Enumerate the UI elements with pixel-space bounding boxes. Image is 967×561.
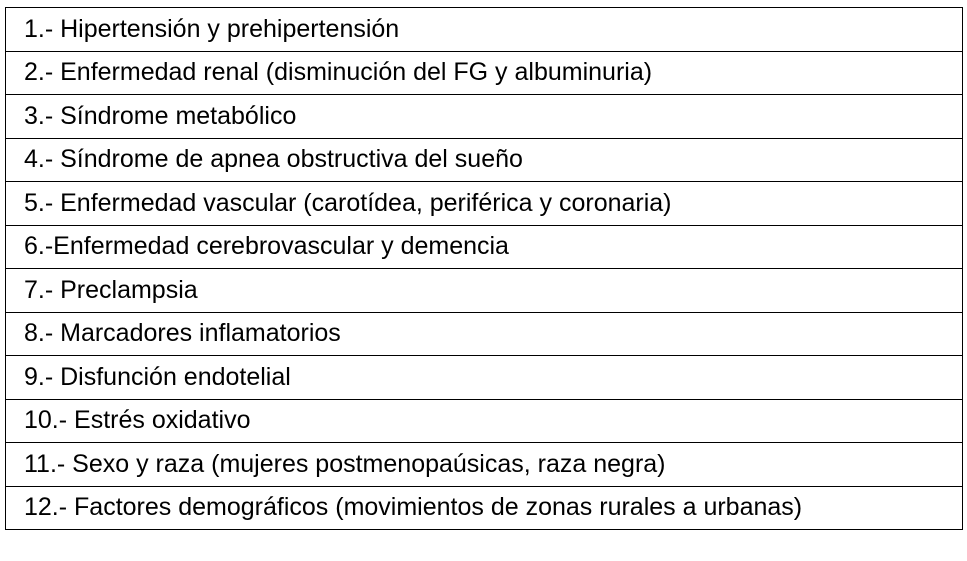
- table-row: [6, 8, 963, 52]
- table-cell: 1.- Hipertensión y prehipertensión: [6, 8, 963, 52]
- table-cell: 4.- Síndrome de apnea obstructiva del sueño: [6, 138, 963, 182]
- table-row: [6, 182, 963, 226]
- table-row: [6, 225, 963, 269]
- table-cell: 5.- Enfermedad vascular (carotídea, periférica y coronaria): [6, 182, 963, 226]
- table-row: [6, 356, 963, 400]
- table-cell: 10.- Estrés oxidativo: [6, 399, 963, 443]
- table-row: [6, 312, 963, 356]
- table-cell: 2.- Enfermedad renal (disminución del FG y albuminuria): [6, 51, 963, 95]
- table-row: [6, 443, 963, 487]
- table-cell: 3.- Síndrome metabólico: [6, 95, 963, 139]
- table-row: [6, 399, 963, 443]
- table-row: [6, 486, 963, 530]
- table-cell: 9.- Disfunción endotelial: [6, 356, 963, 400]
- table-cell: 12.- Factores demográficos (movimientos de zonas rurales a urbanas): [6, 486, 963, 530]
- table-row: [6, 269, 963, 313]
- table-row: [6, 51, 963, 95]
- risk-factor-table: [5, 7, 963, 530]
- table-row: [6, 138, 963, 182]
- table-row: [6, 95, 963, 139]
- table-cell: 11.- Sexo y raza (mujeres postmenopaúsicas, raza negra): [6, 443, 963, 487]
- table-cell: 8.- Marcadores inflamatorios: [6, 312, 963, 356]
- table-cell: 6.-Enfermedad cerebrovascular y demencia: [6, 225, 963, 269]
- table-cell: 7.- Preclampsia: [6, 269, 963, 313]
